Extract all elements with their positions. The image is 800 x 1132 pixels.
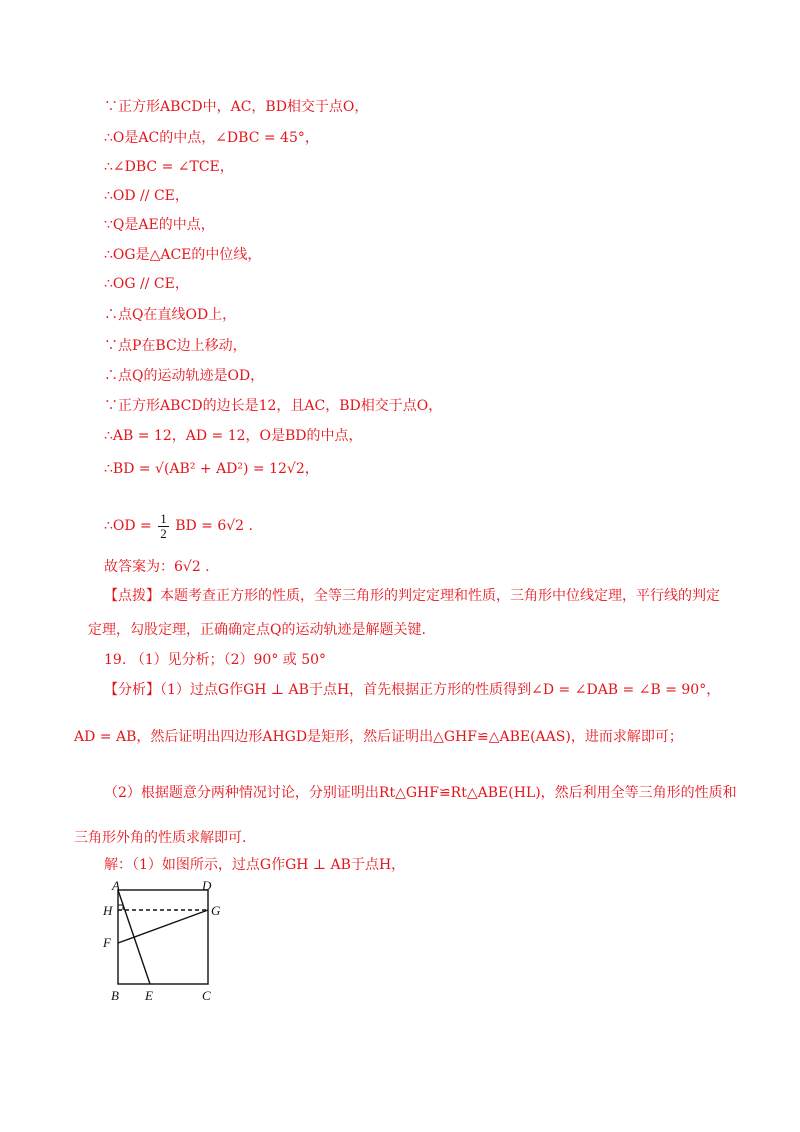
one-half-fraction	[158, 512, 169, 541]
hint-line-2: 定理，勾股定理，正确确定点Q的运动轨迹是解题关键.	[88, 622, 426, 638]
proof-line-6: ∴OG是△ACE的中位线，	[104, 247, 262, 263]
label-a: A	[112, 880, 120, 893]
proof-line-14	[104, 508, 253, 544]
proof-line-1: ∵正方形ABCD中，AC，BD相交于点O，	[104, 99, 369, 115]
proof-line-8: ∴点Q在直线OD上，	[104, 307, 237, 323]
solution-line-1: 解：（1）如图所示，过点G作GH ⊥ AB于点H，	[104, 857, 406, 873]
right-angle-mark	[118, 905, 123, 910]
proof-line-2: ∴O是AC的中点，∠DBC = 45°，	[104, 130, 319, 146]
label-d: D	[202, 880, 212, 893]
fraction-denominator: 2	[160, 525, 167, 541]
label-g: G	[211, 903, 221, 918]
label-f: F	[103, 935, 111, 950]
square-geometry-figure	[98, 880, 238, 1010]
proof-line-13: ∴BD = √(AB² + AD²) = 12√2，	[104, 461, 319, 477]
segment-ae	[118, 890, 150, 984]
square-abcd	[118, 890, 208, 984]
analysis-line-4: 三角形外角的性质求解即可.	[74, 830, 247, 846]
analysis-line-1: 【分析】（1）过点G作GH ⊥ AB于点H，首先根据正方形的性质得到∠D = ∠DAB = ∠B = 90°，	[104, 682, 721, 698]
segment-fg	[118, 910, 208, 943]
od-prefix: ∴OD =	[104, 518, 152, 534]
proof-line-4: ∴OD // CE，	[104, 188, 189, 204]
label-b: B	[111, 988, 119, 1003]
hint-line-1: 【点拨】本题考查正方形的性质，全等三角形的判定定理和性质，三角形中位线定理，平行线的判定	[104, 588, 720, 604]
answer-line: 故答案为：6√2 .	[104, 559, 210, 575]
proof-line-5: ∵Q是AE的中点，	[104, 217, 215, 233]
proof-line-9: ∵点P在BC边上移动，	[104, 338, 247, 354]
proof-line-7: ∴OG // CE，	[104, 276, 189, 292]
analysis-line-2: AD = AB，然后证明出四边形AHGD是矩形，然后证明出△GHF≌△ABE(AAS)，进而求解即可；	[74, 729, 683, 745]
proof-line-10: ∴点Q的运动轨迹是OD，	[104, 368, 265, 384]
label-c: C	[202, 988, 211, 1003]
analysis-line-3: （2）根据题意分两种情况讨论，分别证明出Rt△GHF≌Rt△ABE(HL)，然后利用全等三角形的性质和	[104, 785, 737, 801]
question-19-answer: 19. （1）见分析；（2）90° 或 50°	[104, 652, 327, 668]
label-e: E	[145, 988, 153, 1003]
fraction-numerator: 1	[160, 510, 167, 526]
proof-line-12: ∴AB = 12，AD = 12，O是BD的中点，	[104, 428, 363, 444]
proof-line-11: ∵正方形ABCD的边长是12，且AC，BD相交于点O，	[104, 398, 443, 414]
label-h: H	[103, 903, 113, 918]
od-suffix: BD = 6√2 .	[175, 518, 253, 534]
proof-line-3: ∴∠DBC = ∠TCE，	[104, 159, 234, 175]
